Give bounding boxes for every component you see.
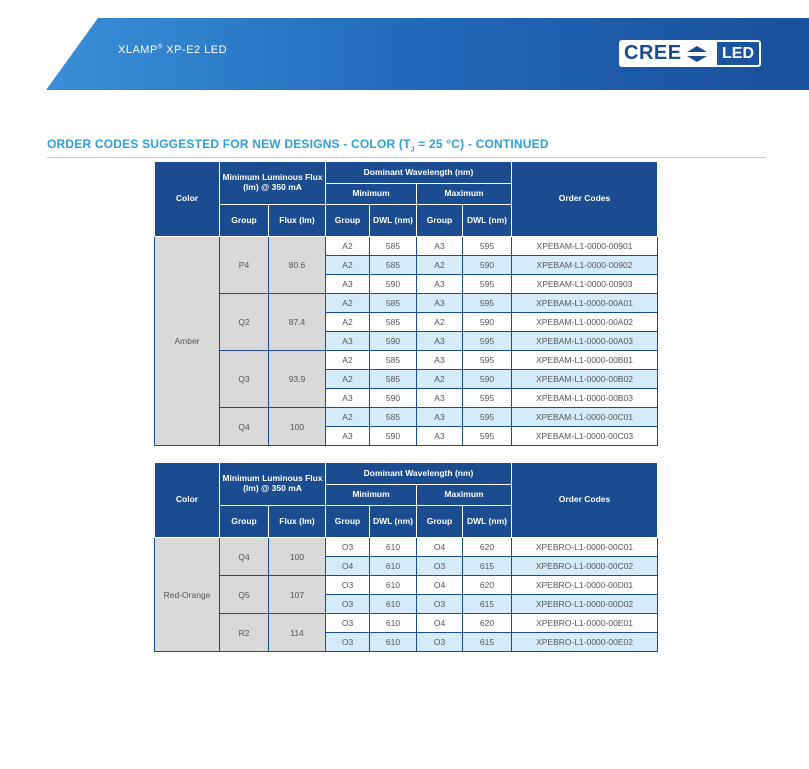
min-dwl-cell: 585	[370, 294, 417, 313]
header-min-dwl: DWL (nm)	[370, 205, 417, 237]
header-minimum: Minimum	[326, 485, 417, 506]
header-color: Color	[155, 463, 220, 538]
red-orange-table-body	[155, 538, 658, 652]
header-max-dwl: DWL (nm)	[463, 506, 512, 538]
max-dwl-cell: 615	[463, 633, 512, 652]
max-dwl-cell: 590	[463, 313, 512, 332]
header-min-dwl: DWL (nm)	[370, 506, 417, 538]
max-group-cell: O3	[417, 557, 463, 576]
logo-led-text: LED	[722, 45, 754, 62]
min-dwl-cell: 585	[370, 256, 417, 275]
flux-group-cell: R2	[220, 614, 269, 652]
order-code-cell: XPEBAM-L1-0000-00C01	[512, 408, 658, 427]
min-group-cell: O4	[326, 557, 370, 576]
max-dwl-cell: 595	[463, 427, 512, 446]
max-dwl-cell: 595	[463, 408, 512, 427]
header-min-group: Group	[326, 205, 370, 237]
table-row	[155, 538, 658, 557]
max-group-cell: O3	[417, 633, 463, 652]
max-dwl-cell: 595	[463, 294, 512, 313]
flux-group-cell: Q4	[220, 538, 269, 576]
min-group-cell: A2	[326, 370, 370, 389]
min-group-cell: A2	[326, 294, 370, 313]
header-min-luminous-flux: Minimum Luminous Flux (lm) @ 350 mA	[220, 463, 326, 506]
min-group-cell: A3	[326, 427, 370, 446]
max-dwl-cell: 595	[463, 237, 512, 256]
min-dwl-cell: 585	[370, 370, 417, 389]
max-group-cell: O4	[417, 614, 463, 633]
max-dwl-cell: 615	[463, 557, 512, 576]
logo-led-box	[715, 40, 761, 67]
color-cell: Red-Orange	[155, 538, 220, 652]
min-dwl-cell: 585	[370, 237, 417, 256]
min-group-cell: A2	[326, 256, 370, 275]
amber-order-codes-table	[154, 161, 658, 446]
min-group-cell: O3	[326, 633, 370, 652]
flux-value-cell: 107	[269, 576, 326, 614]
min-dwl-cell: 590	[370, 389, 417, 408]
cree-led-logo	[619, 40, 761, 67]
table-row	[155, 237, 658, 256]
header-maximum: Maximum	[417, 184, 512, 205]
flux-group-cell: Q2	[220, 294, 269, 351]
table-row	[155, 408, 658, 427]
red-orange-order-codes-table	[154, 462, 658, 652]
header-order-codes: Order Codes	[512, 162, 658, 237]
max-dwl-cell: 595	[463, 332, 512, 351]
max-dwl-cell: 620	[463, 538, 512, 557]
order-code-cell: XPEBRO-L1-0000-00C02	[512, 557, 658, 576]
max-dwl-cell: 590	[463, 370, 512, 389]
flux-value-cell: 114	[269, 614, 326, 652]
header-max-dwl: DWL (nm)	[463, 205, 512, 237]
header-flux: Flux (lm)	[269, 205, 326, 237]
min-group-cell: O3	[326, 614, 370, 633]
min-dwl-cell: 610	[370, 633, 417, 652]
flux-value-cell: 80.6	[269, 237, 326, 294]
order-code-cell: XPEBAM-L1-0000-00B02	[512, 370, 658, 389]
amber-table-body	[155, 237, 658, 446]
min-group-cell: A3	[326, 275, 370, 294]
min-group-cell: O3	[326, 538, 370, 557]
logo-arrows-icon	[685, 46, 709, 62]
order-code-cell: XPEBAM-L1-0000-00A03	[512, 332, 658, 351]
max-group-cell: O4	[417, 538, 463, 557]
header-order-codes: Order Codes	[512, 463, 658, 538]
order-code-cell: XPEBAM-L1-0000-00A02	[512, 313, 658, 332]
order-code-cell: XPEBAM-L1-0000-00A01	[512, 294, 658, 313]
order-code-cell: XPEBAM-L1-0000-00B03	[512, 389, 658, 408]
max-group-cell: A3	[417, 351, 463, 370]
max-dwl-cell: 590	[463, 256, 512, 275]
section-divider	[47, 157, 766, 158]
min-dwl-cell: 590	[370, 332, 417, 351]
product-title: XLAMP® XP-E2 LED	[118, 44, 228, 56]
max-dwl-cell: 620	[463, 614, 512, 633]
min-group-cell: A3	[326, 332, 370, 351]
table-row	[155, 614, 658, 633]
max-group-cell: A2	[417, 313, 463, 332]
min-dwl-cell: 610	[370, 576, 417, 595]
header-banner	[0, 0, 809, 90]
order-code-cell: XPEBRO-L1-0000-00D01	[512, 576, 658, 595]
max-group-cell: A2	[417, 370, 463, 389]
header-dominant-wavelength: Dominant Wavelength (nm)	[326, 463, 512, 485]
header-flux: Flux (lm)	[269, 506, 326, 538]
max-group-cell: O3	[417, 595, 463, 614]
min-group-cell: A3	[326, 389, 370, 408]
min-group-cell: A2	[326, 237, 370, 256]
min-group-cell: O3	[326, 576, 370, 595]
max-group-cell: A3	[417, 427, 463, 446]
flux-group-cell: Q4	[220, 408, 269, 446]
order-code-cell: XPEBRO-L1-0000-00C01	[512, 538, 658, 557]
order-code-cell: XPEBAM-L1-0000-00902	[512, 256, 658, 275]
color-cell: Amber	[155, 237, 220, 446]
min-group-cell: A2	[326, 408, 370, 427]
table-row	[155, 294, 658, 313]
header-minimum: Minimum	[326, 184, 417, 205]
max-group-cell: A3	[417, 332, 463, 351]
header-min-luminous-flux: Minimum Luminous Flux (lm) @ 350 mA	[220, 162, 326, 205]
min-group-cell: A2	[326, 351, 370, 370]
max-group-cell: A3	[417, 408, 463, 427]
header-color: Color	[155, 162, 220, 237]
header-maximum: Maximum	[417, 485, 512, 506]
header-min-group: Group	[326, 506, 370, 538]
flux-value-cell: 100	[269, 408, 326, 446]
min-dwl-cell: 590	[370, 427, 417, 446]
flux-group-cell: Q3	[220, 351, 269, 408]
logo-cree-box	[619, 40, 715, 67]
header-max-group: Group	[417, 506, 463, 538]
max-group-cell: A3	[417, 294, 463, 313]
max-dwl-cell: 595	[463, 275, 512, 294]
flux-value-cell: 100	[269, 538, 326, 576]
header-max-group: Group	[417, 205, 463, 237]
max-dwl-cell: 595	[463, 389, 512, 408]
min-dwl-cell: 585	[370, 408, 417, 427]
max-group-cell: A3	[417, 275, 463, 294]
flux-value-cell: 93.9	[269, 351, 326, 408]
order-code-cell: XPEBAM-L1-0000-00B01	[512, 351, 658, 370]
max-group-cell: O4	[417, 576, 463, 595]
table-row	[155, 576, 658, 595]
flux-value-cell: 87.4	[269, 294, 326, 351]
order-code-cell: XPEBRO-L1-0000-00E02	[512, 633, 658, 652]
flux-group-cell: Q5	[220, 576, 269, 614]
order-code-cell: XPEBAM-L1-0000-00903	[512, 275, 658, 294]
min-dwl-cell: 585	[370, 313, 417, 332]
section-title: ORDER CODES SUGGESTED FOR NEW DESIGNS - COLOR ($T_J = 25$ °C) - CONTINUED	[47, 137, 549, 154]
header-dominant-wavelength: Dominant Wavelength (nm)	[326, 162, 512, 184]
header-group: Group	[220, 506, 269, 538]
order-code-cell: XPEBRO-L1-0000-00E01	[512, 614, 658, 633]
table-row	[155, 351, 658, 370]
logo-cree-text: CREE	[624, 42, 682, 64]
min-group-cell: A2	[326, 313, 370, 332]
max-dwl-cell: 595	[463, 351, 512, 370]
order-code-cell: XPEBRO-L1-0000-00D02	[512, 595, 658, 614]
max-dwl-cell: 620	[463, 576, 512, 595]
min-dwl-cell: 590	[370, 275, 417, 294]
min-dwl-cell: 610	[370, 557, 417, 576]
flux-group-cell: P4	[220, 237, 269, 294]
order-code-cell: XPEBAM-L1-0000-00C03	[512, 427, 658, 446]
min-dwl-cell: 610	[370, 538, 417, 557]
min-dwl-cell: 610	[370, 595, 417, 614]
max-group-cell: A2	[417, 256, 463, 275]
min-group-cell: O3	[326, 595, 370, 614]
min-dwl-cell: 610	[370, 614, 417, 633]
max-dwl-cell: 615	[463, 595, 512, 614]
min-dwl-cell: 585	[370, 351, 417, 370]
max-group-cell: A3	[417, 237, 463, 256]
order-code-cell: XPEBAM-L1-0000-00901	[512, 237, 658, 256]
header-group: Group	[220, 205, 269, 237]
max-group-cell: A3	[417, 389, 463, 408]
